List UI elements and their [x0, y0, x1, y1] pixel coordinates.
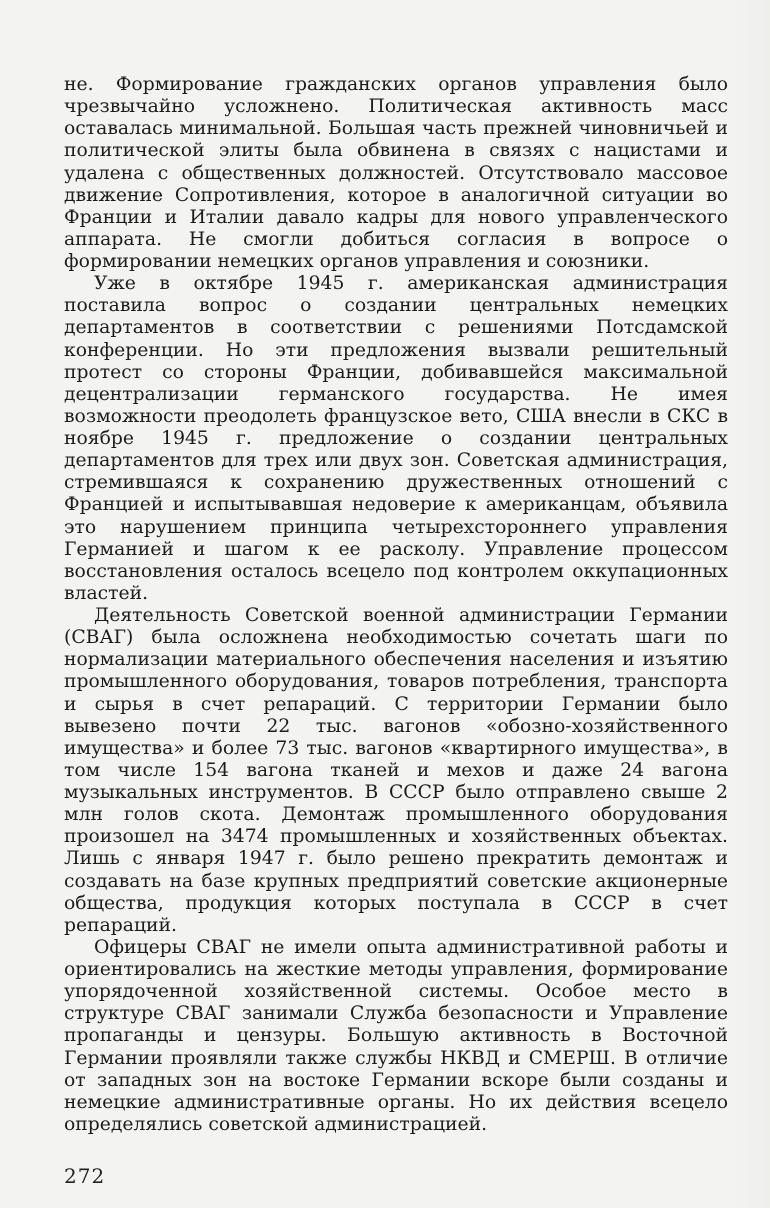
- page-number: 272: [64, 1164, 106, 1188]
- paragraph-1: не. Формирование гражданских органов управления было чрезвычайно усложнено. Политическая активность масс оставалась минимальной. Большая часть прежней чиновничьей и политической элиты была обвинена в связях с нацистами и удалена с общественных должностей. Отсутствовало массовое движение Сопротивления, которое в аналогичной ситуации во Франции и Италии давало кадры для нового управленческого аппарата. Не смогли добиться согласия в вопросе о формировании немецких органов управления и союзники.: [64, 74, 728, 272]
- page-edge-shadow: [734, 0, 770, 1208]
- paragraph-2: Уже в октябре 1945 г. американская администрация поставила вопрос о создании центральных немецких департаментов в соответствии с решениями Потсдамской конференции. Но эти предложения вызвали решительный протест со стороны Франции, добивавшейся максимальной децентрализации германского государства. Не имея возможности преодолеть французское вето, США внесли в СКС в ноябре 1945 г. предложение о создании центральных департаментов для трех или двух зон. Советская администрация, стремившаяся к сохранению дружественных отношений с Францией и испытывавшая недоверие к американцам, объявила это нарушением принципа четырехстороннего управления Германией и шагом к ее расколу. Управление процессом восстановления осталось всецело под контролем оккупационных властей.: [64, 273, 728, 604]
- page-body: [64, 74, 728, 1134]
- paragraph-4: Офицеры СВАГ не имели опыта административной работы и ориентировались на жесткие методы управления, формирование упорядоченной хозяйственной системы. Особое место в структуре СВАГ занимали Служба безопасности и Управление пропаганды и цензуры. Большую активность в Восточной Германии проявляли также службы НКВД и СМЕРШ. В отличие от западных зон на востоке Германии вскоре были созданы и немецкие административные органы. Но их действия всецело определялись советской администрацией.: [64, 936, 728, 1135]
- paragraph-3: Деятельность Советской военной администрации Германии (СВАГ) была осложнена необходимостью сочетать шаги по нормализации материального обеспечения населения и изъятию промышленного оборудования, товаров потребления, транспорта и сырья в счет репараций. С территории Германии было вывезено почти 22 тыс. вагонов «обозно-хозяйственного имущества» и более 73 тыс. вагонов «квартирного имущества», в том числе 154 вагона тканей и мехов и даже 24 вагона музыкальных инструментов. В СССР было отправлено свыше 2 млн голов скота. Демонтаж промышленного оборудования произошел на 3474 промышленных и хозяйственных объектах. Лишь с января 1947 г. было решено прекратить демонтаж и создавать на базе крупных предприятий советские акционерные общества, продукция которых поступала в СССР в счет репараций.: [64, 605, 728, 936]
